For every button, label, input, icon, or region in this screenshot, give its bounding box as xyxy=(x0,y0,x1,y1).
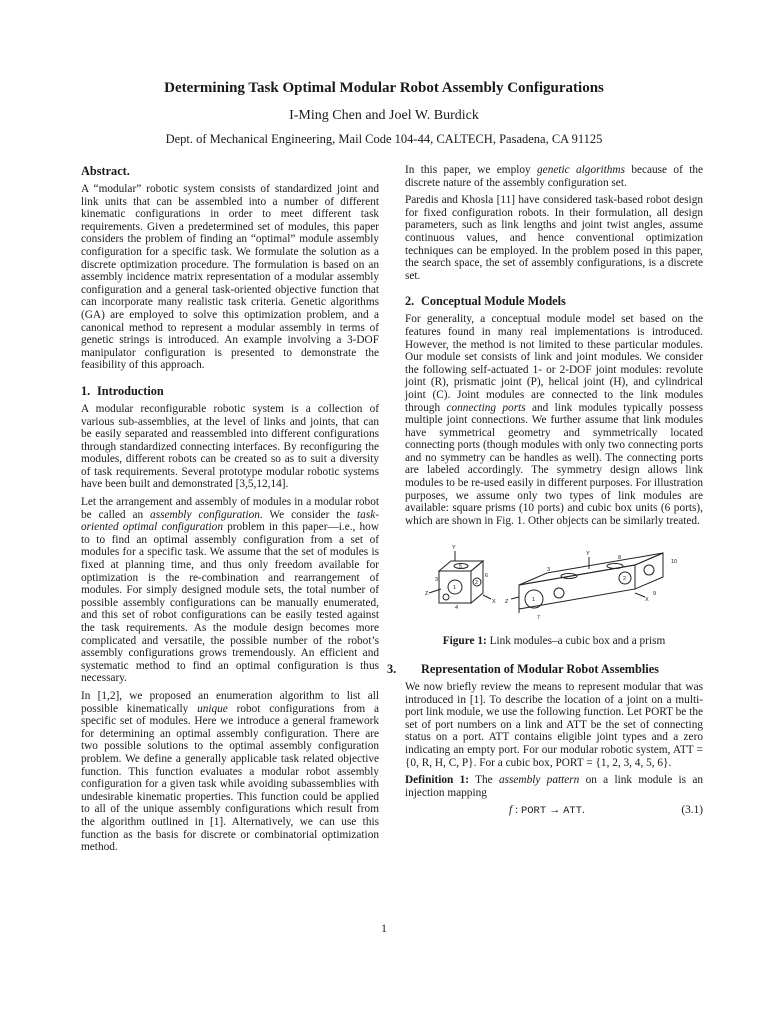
section-3-paragraph: We now briefly review the means to represent modular that was introduced in [1]. To describe the location of a joint on a multi-port link module, we use the following function. Let PORT be the set of port numbers on a link and ATT be the set of connecting status on a port. ATT contains eligible joint types and a zero indicating an empty port. For our modular robotic system, ATT = {0, R, H, C, P}. For a cubic box, PORT = {1, 2, 3, 4, 5, 6}. xyxy=(405,681,703,769)
equation-3-1 xyxy=(405,804,703,818)
section-2-paragraph: For generality, a conceptual module model set based on the features found in many real implementations is introduced. However, the method is not limited to these particular modules. Our module set consists of link and joint modules. We consider the following self-actuated 1- or 2-DOF joint modules: revolute joint (R), prismatic joint (P), helical joint (H), and cylindrical joint (C). Joint modules are connected to the link modules through connecting ports and link modules typically possess multiple joint connections. We further assume that link modules have symmetrical geometry and symmetrically located connecting ports (though modules with only two connecting ports and no symmetry can be handles as well). The connecting ports are labeled accordingly. The symmetry design allows link modules to be re-used easily in different purposes. For illustration purposes, we assume only two types of link modules are available: square prisms (10 ports) and cubic box units (6 ports), which are shown in Fig. 1. Other objects can be similarly treated. xyxy=(405,313,704,527)
prism-port-label: 1 xyxy=(532,597,536,604)
cubic-box xyxy=(429,551,491,603)
cube-port-label: 5 xyxy=(459,564,463,571)
right-column xyxy=(387,164,704,820)
cube-port-label: 3 xyxy=(435,577,439,584)
left-column xyxy=(81,164,379,859)
prism-port-label: 7 xyxy=(537,615,541,622)
axis-label-x: X xyxy=(492,599,496,606)
section-1-heading xyxy=(81,384,379,398)
definition-1: Definition 1: The assembly pattern on a link module is an injection mapping xyxy=(405,774,704,799)
figure-1 xyxy=(405,537,703,621)
intro-paragraph-1: A modular reconfigurable robotic system is a collection of various sub-assemblies, at the level of links and joints, that can be easily separated and reassembled into different configurations through standardized connecting interfaces. By reconfiguring the modules, different robots can be created so as to suit a diversity of task requirements. Several prototype modular robotic systems have been built and demonstrated [3,5,12,14]. xyxy=(81,402,379,491)
abstract-text: A “modular” robotic system consists of standardized joint and link units that can be assembled into a number of different kinematic configurations in order to meet different task requirements. Given a predetermined set of modules, this paper considers the problem of finding an “optimal” module assembly configuration for a specific task. We formulate the solution as a discrete optimization procedure. The formulation is based on an assembly incidence matrix representation of a modular assembly configuration and a general task-oriented objective function that can incorporate many realistic task criteria. Genetic algorithms (GA) are employed to solve this optimization problem, and a canonical method to represent a modular assembly in terms of genetic strings is introduced. An example involving a 3-DOF manipulator configuration is presented to demonstrate the feasibility of this approach. xyxy=(81,183,379,372)
link-modules-drawing xyxy=(419,537,689,621)
cube-port-label: 2 xyxy=(475,580,479,587)
intro-paragraph-4: In this paper, we employ genetic algorithms because of the discrete nature of the assembly configuration set. xyxy=(405,164,703,189)
figure-1-caption: Figure 1: Link modules–a cubic box and a prism xyxy=(442,635,666,648)
paper-authors: I-Ming Chen and Joel W. Burdick xyxy=(289,108,479,123)
prism-port-label: 3 xyxy=(547,567,551,574)
axis-label-y: Y xyxy=(452,545,456,552)
prism-port-label: 2 xyxy=(623,576,627,583)
section-number: 1. xyxy=(81,383,91,398)
cube-port-label: 6 xyxy=(485,573,489,580)
axis-label-y: Y xyxy=(586,551,590,558)
square-prism xyxy=(511,553,663,613)
cube-port-label: 1 xyxy=(453,585,457,592)
abstract-heading: Abstract. xyxy=(81,164,130,178)
prism-port-label: 10 xyxy=(671,559,678,566)
paper-affiliation: Dept. of Mechanical Engineering, Mail Code 104-44, CALTECH, Pasadena, CA 91125 xyxy=(165,132,603,146)
prism-port-label: 8 xyxy=(618,555,622,562)
prism-port-label: 9 xyxy=(653,591,657,598)
intro-paragraph-3: In [1,2], we proposed an enumeration algorithm to list all possible kinematically unique robot configurations from a specific set of modules. Here we introduce a general framework for determining an optimal assembly configuration. There are two possible solutions to the optimal assembly configuration problem. We define a generally applicable task related objective function. This function evaluates a modular robot assembly configuration for a given task while avoiding subassemblies with undesirable kinematic properties. This function could be applied to all of the unique assembly configurations which result from the algorithm outlined in [1]. Alternatively, we can use this function as the basis for discrete or combinatorial optimization method. xyxy=(81,689,379,854)
page-number: 1 xyxy=(381,923,387,935)
section-3-heading: 3. Representation of Modular Robot Assemblies xyxy=(387,662,659,677)
equation-expression: f : PORT → ATT. xyxy=(509,804,585,818)
equation-number: (3.1) xyxy=(681,804,703,817)
axis-label-z: Z xyxy=(505,599,509,606)
axis-label-z: Z xyxy=(425,591,429,598)
section-2-heading: 2. Conceptual Module Models xyxy=(405,294,566,309)
port-labels xyxy=(425,545,677,621)
intro-paragraph-2: Let the arrangement and assembly of modules in a modular robot be called an assembly configuration. We consider the task-oriented optimal configuration problem in this paper—i.e., how to to find an optimal assembly configuration from a set of modules for a specific task. We assume that the set of modules is fixed at planning time, and thus only freedom available for optimization is the re-combination and rearrangement of modules. For simply designed module sets, the total number of possible assembly configurations can be manually enumerated, and this set of robot configurations can be easily tested against the task requirements. As the module design becomes more complicated and versatile, the possible number of the robot’s assembly configurations grows tremendously. An efficient and systematic method to find an optimal configuration is thus necessary. xyxy=(81,496,379,685)
axis-label-x: X xyxy=(645,597,649,604)
intro-paragraph-5: Paredis and Khosla [11] have considered task-based robot design for fixed configuration robots. In their formulation, all design parameters, such as link lengths and joint twist angles, assume continuous values, and hence conventional optimization techniques can be employed. In the problem posed in this paper, the search space, the set of assembly configurations, is a discrete set. xyxy=(405,194,703,282)
cube-port-label: 4 xyxy=(455,605,459,612)
paper-title: Determining Task Optimal Modular Robot Assembly Configurations xyxy=(164,80,604,96)
section-title: Introduction xyxy=(97,383,164,398)
